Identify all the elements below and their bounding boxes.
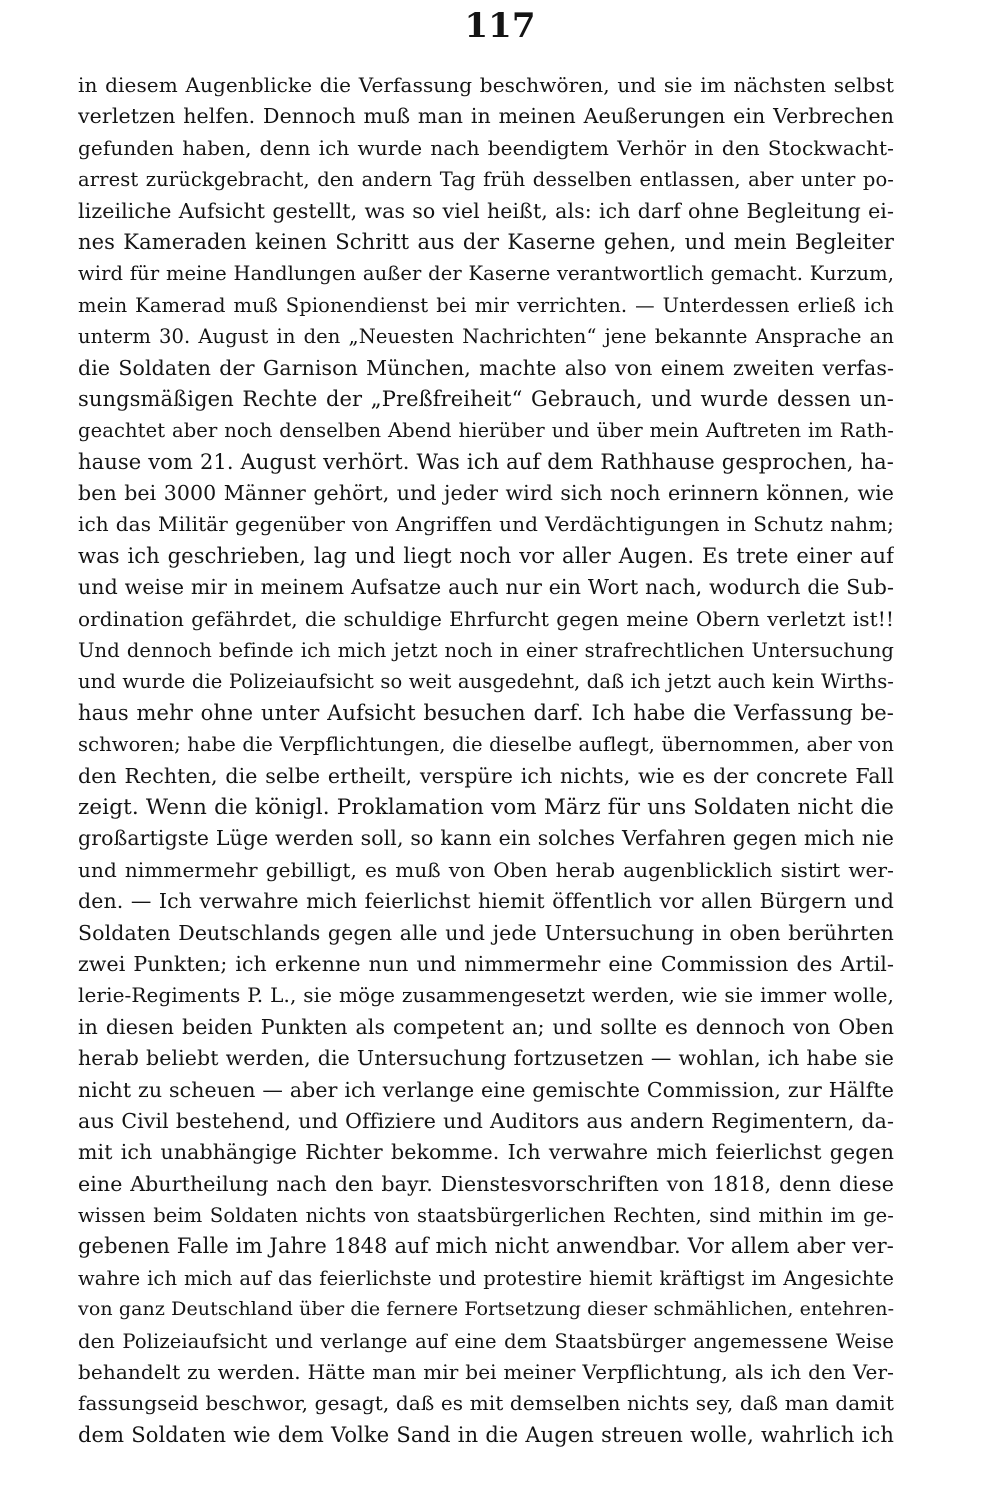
text-line: und wurde die Polizeiaufsicht so weit ausgedehnt, daß ich jetzt auch kein Wirths- xyxy=(78,670,894,694)
text-line: den. — Ich verwahre mich feierlichst hiemit öffentlich vor allen Bürgern und xyxy=(78,889,894,914)
text-line: in diesem Augenblicke die Verfassung beschwören, und sie im nächsten selbst xyxy=(78,73,894,97)
body-text xyxy=(78,70,894,1451)
text-line: arrest zurückgebracht, den andern Tag früh desselben entlassen, aber unter po- xyxy=(78,168,894,192)
text-line: verletzen helfen. Dennoch muß man in meinen Aeußerungen ein Verbrechen xyxy=(78,104,894,129)
text-line: haus mehr ohne unter Aufsicht besuchen darf. Ich habe die Verfassung be- xyxy=(78,700,894,725)
text-line: gebenen Falle im Jahre 1848 auf mich nicht anwendbar. Vor allem aber ver- xyxy=(78,1234,894,1259)
text-line: zeigt. Wenn die königl. Proklamation vom März für uns Soldaten nicht die xyxy=(78,794,894,820)
text-line: sungsmäßigen Rechte der „Preßfreiheit“ Gebrauch, und wurde dessen un- xyxy=(78,386,894,411)
text-line: und weise mir in meinem Aufsatze auch nur ein Wort nach, wodurch die Sub- xyxy=(78,575,894,600)
text-line: geachtet aber noch denselben Abend hierüber und über mein Auftreten im Rath- xyxy=(78,419,894,443)
text-line: nicht zu scheuen — aber ich verlange eine gemischte Commission, zur Hälfte xyxy=(78,1077,894,1102)
page-number: 117 xyxy=(464,6,536,46)
text-line: den Rechten, die selbe ertheilt, verspüre ich nichts, wie es der concrete Fall xyxy=(78,763,894,788)
text-line: dem Soldaten wie dem Volke Sand in die Augen streuen wolle, wahrlich ich xyxy=(78,1422,894,1447)
text-line: lizeiliche Aufsicht gestellt, was so viel heißt, als: ich darf ohne Begleitung ei- xyxy=(78,198,894,223)
text-line: nes Kameraden keinen Schritt aus der Kaserne gehen, und mein Begleiter xyxy=(78,229,894,254)
text-line: unterm 30. August in den „Neuesten Nachrichten“ jene bekannte Ansprache an xyxy=(78,325,894,349)
text-line: ordination gefährdet, die schuldige Ehrfurcht gegen meine Obern verletzt ist!! xyxy=(78,606,894,631)
text-line: wird für meine Handlungen außer der Kaserne verantwortlich gemacht. Kurzum, xyxy=(78,262,894,286)
text-line: wissen beim Soldaten nichts von staatsbürgerlichen Rechten, sind mithin im ge- xyxy=(78,1204,894,1228)
text-line: fassungseid beschwor, gesagt, daß es mit demselben nichts sey, daß man damit xyxy=(78,1391,894,1416)
text-line: wahre ich mich auf das feierlichste und protestire hiemit kräftigst im Angesichte xyxy=(78,1266,894,1290)
text-line: und nimmermehr gebilligt, es muß von Oben herab augenblicklich sistirt wer- xyxy=(78,857,894,882)
text-line: in diesen beiden Punkten als competent an; und sollte es dennoch von Oben xyxy=(78,1014,894,1039)
text-line: mit ich unabhängige Richter bekomme. Ich verwahre mich feierlichst gegen xyxy=(78,1140,894,1165)
text-line: Soldaten Deutschlands gegen alle und jede Untersuchung in oben berührten xyxy=(78,920,894,945)
text-line: ben bei 3000 Männer gehört, und jeder wird sich noch erinnern können, wie xyxy=(78,481,894,506)
text-line: aus Civil bestehend, und Offiziere und Auditors aus andern Regimentern, da- xyxy=(78,1108,894,1133)
text-line: mein Kamerad muß Spionendienst bei mir verrichten. — Unterdessen erließ ich xyxy=(78,293,894,317)
text-line: was ich geschrieben, lag und liegt noch vor aller Augen. Es trete einer auf xyxy=(78,543,894,568)
text-line: gefunden haben, denn ich wurde nach beendigtem Verhör in den Stockwacht- xyxy=(78,135,894,160)
text-line: ich das Militär gegenüber von Angriffen und Verdächtigungen in Schutz nahm; xyxy=(78,512,894,537)
text-line: eine Aburtheilung nach den bayr. Dienstesvorschriften von 1818, denn diese xyxy=(78,1171,894,1196)
text-line: von ganz Deutschland über die fernere Fortsetzung dieser schmählichen, entehren- xyxy=(78,1298,894,1321)
text-line: behandelt zu werden. Hätte man mir bei meiner Verpflichtung, als ich den Ver- xyxy=(78,1360,894,1385)
text-line: großartigste Lüge werden soll, so kann ein solches Verfahren gegen mich nie xyxy=(78,826,894,851)
text-line: den Polizeiaufsicht und verlange auf eine dem Staatsbürger angemessene Weise xyxy=(78,1329,894,1353)
text-line: die Soldaten der Garnison München, machte also von einem zweiten verfas- xyxy=(78,355,894,380)
text-line: lerie-Regiments P. L., sie möge zusammengesetzt werden, wie sie immer wolle, xyxy=(78,983,894,1008)
text-line: herab beliebt werden, die Untersuchung fortzusetzen — wohlan, ich habe sie xyxy=(78,1046,894,1071)
text-line: hause vom 21. August verhört. Was ich auf dem Rathhause gesprochen, ha- xyxy=(78,449,894,474)
text-line: zwei Punkten; ich erkenne nun und nimmermehr eine Commission des Artil- xyxy=(78,951,894,976)
text-line: Und dennoch befinde ich mich jetzt noch in einer strafrechtlichen Untersuchung xyxy=(78,639,894,663)
text-line: schworen; habe die Verpflichtungen, die dieselbe auflegt, übernommen, aber von xyxy=(78,733,894,757)
